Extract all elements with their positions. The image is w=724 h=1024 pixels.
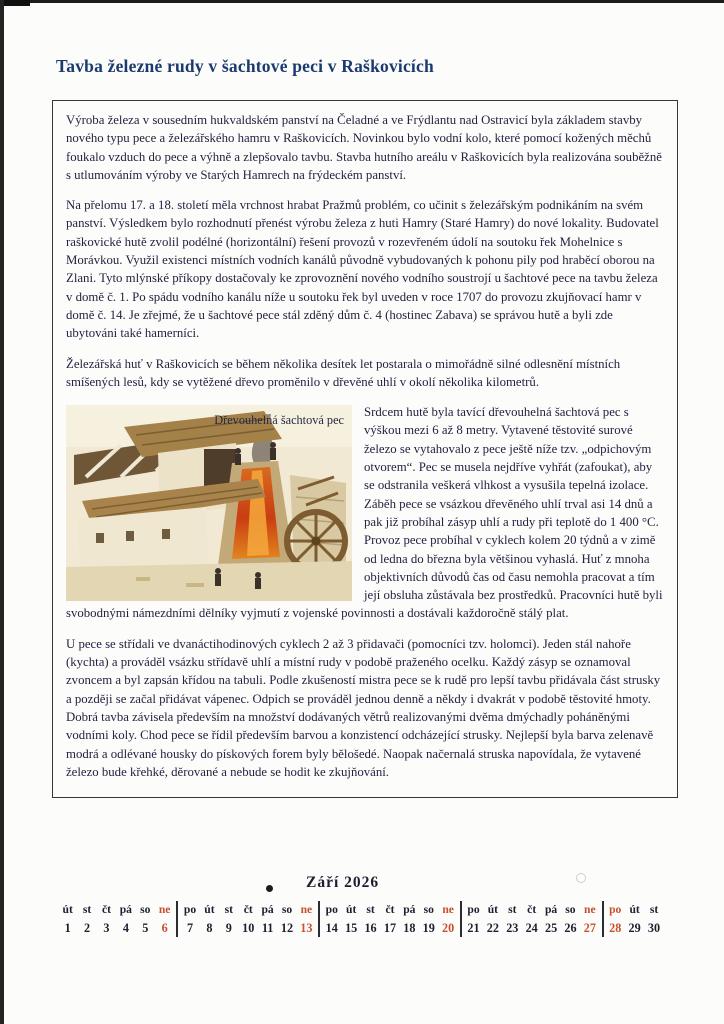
calendar-day xyxy=(136,901,155,937)
weekday-label: ne xyxy=(584,903,596,916)
paragraph-forests: Železářská huť v Raškovicích se během několika desítek let postarala o mimořádně silné odlesnění místních smíšených lesů, kdy se vytěžené dřevo proměnilo v dřevěné uhlí v okolí několika kilometrů. xyxy=(66,356,621,389)
paragraph-process: U pece se střídali ve dvanáctihodinových cyklech 2 až 3 přidavači (pomocníci tzv. holomci). Jeden stál nahoře (kychta) a prováděl vsázku střídavě uhlí a místní rudy v podobě praženého ocelku. Každý zásyp se oznamoval zvoncem a byl zapsán křídou na tabuli. Podle zkušeností mistra pece se k rudě pro lepší tavbu přidávala část strusky a později se začal přidávat vápenec. Odpich se prováděl jednou denně a někdy i dvakrát v podobě těstovité hmoty. Dobrá tavba závisela především na množství dodávaných větrů realizovanými dvěma dmýchadly poháněnými vodními koly. Chod pece se řídil především barvou a konzistencí odcházející strusky. Nejlepší byla barva zelenavě modrá a odlévané housky do pískových forem byly bělošedé. Naopak načernalá struska napovídala, že vytavené železo bude křehké, děrované a nebude se hodit ke zkujňování. xyxy=(66,636,661,779)
paragraph-intro: Výroba železa v sousedním hukvaldském panství na Čeladné a ve Frýdlantu nad Ostravicí byla základem stavby nového typu pece a železářského hamru v Raškovicích. Novinkou bylo vodní kolo, které pomocí kožených měchů foukalo vzduch do pece a výhně a zlepšovalo tavbu. Stavba hutního areálu v Raškovicích byla realizována souběžně s utlumováním výroby ve Starých Hamrech na frýdeckém panství. xyxy=(66,113,662,182)
weekday-label: st xyxy=(508,903,517,916)
calendar-day xyxy=(606,901,625,937)
week-divider xyxy=(318,901,320,937)
weekday-label: po xyxy=(609,903,622,916)
date-number: 19 xyxy=(422,921,435,935)
weekday-label: út xyxy=(62,903,73,916)
calendar-day xyxy=(155,901,174,937)
date-number: 7 xyxy=(186,921,194,935)
date-number: 11 xyxy=(261,921,274,935)
date-number: 23 xyxy=(506,921,519,935)
weekday-label: so xyxy=(423,903,434,916)
calendar-day xyxy=(58,901,77,937)
calendar-day xyxy=(341,901,360,937)
calendar-day xyxy=(419,901,438,937)
weekday-label: út xyxy=(204,903,215,916)
weekday-label: so xyxy=(281,903,293,916)
week-divider xyxy=(176,901,178,937)
full-moon-icon xyxy=(576,873,586,883)
weekday-label: ne xyxy=(158,903,171,916)
date-number: 22 xyxy=(486,921,499,935)
page-title: Tavba železné rudy v šachtové peci v Raškovicích xyxy=(56,56,434,76)
calendar-day xyxy=(580,901,599,937)
calendar-day xyxy=(464,901,483,937)
calendar-day xyxy=(400,901,419,937)
date-number: 12 xyxy=(280,921,294,935)
calendar-day xyxy=(116,901,135,937)
calendar-day xyxy=(219,901,238,937)
date-number: 21 xyxy=(467,921,480,935)
date-number: 5 xyxy=(142,921,149,935)
week-divider xyxy=(460,901,462,937)
calendar-day xyxy=(180,901,199,937)
calendar-day xyxy=(77,901,96,937)
calendar-day xyxy=(200,901,219,937)
weekday-label: út xyxy=(346,903,357,916)
date-number: 17 xyxy=(383,921,397,935)
weekday-label: pá xyxy=(403,903,416,916)
weekday-label: st xyxy=(82,903,92,916)
scan-edge-top xyxy=(0,0,724,3)
calendar-day xyxy=(97,901,116,937)
furnace-illustration xyxy=(66,405,352,601)
date-number: 30 xyxy=(647,921,661,935)
date-number: 8 xyxy=(206,921,213,935)
calendar-month-title: Září 2026 xyxy=(306,874,380,891)
date-number: 28 xyxy=(609,921,622,935)
weekday-label: ne xyxy=(300,903,313,916)
weekday-label: pá xyxy=(261,903,274,916)
weekday-label: st xyxy=(224,903,233,916)
calendar-day xyxy=(561,901,580,937)
weekday-label: čt xyxy=(385,903,395,916)
week-divider xyxy=(602,901,604,937)
date-number: 18 xyxy=(403,921,416,935)
weekday-label: po xyxy=(183,903,197,916)
calendar-day xyxy=(380,901,399,937)
calendar-day xyxy=(483,901,502,937)
date-number: 6 xyxy=(161,921,168,935)
weekday-label: út xyxy=(629,903,640,916)
weekday-label: pá xyxy=(119,903,132,916)
paragraph-history: Na přelomu 17. a 18. století měla vrchnost hrabat Pražmů problém, co učinit s železářským podnikáním na svém panství. Výsledkem bylo rozhodnutí přenést výrobu železa z huti Hamry (Staré Hamry) do nové lokality. Budovatel raškovické hutě zvolil podélné (horizontální) řešení provozů v rozevřeném údolí na soutoku řek Mohelnice s Morávkou. Využil existenci místních vodních kanálů původně vybudovaných k pohonu pily pod hraběcí oborou na Zlani. Tyto mlýnské příkopy dostačovaly ke zprovoznění nového vodního soustrojí u šachtové pece na tavbu železa v domě č. 1. Po spádu vodního kanálu níže u soutoku řek byl uveden v roce 1707 do provozu zkujňovací hamr v domě č. 14. Je zřejmé, že u šachtové pece stál zděný dům č. 4 (hostinec Zabava) se správou hutě a byli zde ubytováni také hamerníci. xyxy=(66,198,659,341)
date-number: 2 xyxy=(84,921,91,935)
weekday-label: so xyxy=(565,903,576,916)
weekday-label: čt xyxy=(243,903,253,916)
date-number: 9 xyxy=(225,921,232,935)
paragraph-furnace: Srdcem hutě byla tavící dřevouhelná šachtová pec s výškou mezi 6 až 8 metry. Vytavené těstovité surové železo se vytahovalo z pece ještě níže tzv. „odpichovým otvorem“. Pec se musela nejdříve vyhřát (zafoukat), aby se odstranila veškerá vlhkost a vysušila tepelná izolace. Záběh pece se vsázkou dřevěného uhlí trval asi 14 dnů a pak již probíhal zásyp uhlí a rudy při teplotě do 1 400 °C. Provoz pece probíhal v cyklech kolem 20 týdnů a v zimě od ledna do března byla většinou vyhaslá. Huť z mnoha objektivních důvodů čas od času nemohla pracovat a tím její obsluha zůstávala bez prostředků. Pracovníci hutě byli svobodnými námezdními dělníky vyjmutí z vojenské povinnosti a dostávali každoročně stálý plat. xyxy=(66,405,663,621)
calendar-day xyxy=(625,901,644,937)
weekday-label: čt xyxy=(527,903,537,916)
weekday-label: ne xyxy=(442,903,454,916)
new-moon-icon xyxy=(266,885,273,892)
date-number: 29 xyxy=(628,921,641,935)
scan-edge-left xyxy=(0,0,4,1024)
date-number: 14 xyxy=(325,921,338,935)
calendar-day xyxy=(503,901,522,937)
weekday-label: st xyxy=(366,903,375,916)
weekday-label: po xyxy=(467,903,480,916)
calendar-day xyxy=(239,901,258,937)
date-number: 3 xyxy=(103,921,110,935)
paragraph-furnace-block xyxy=(66,403,664,623)
date-number: 1 xyxy=(64,921,71,935)
weekday-label: so xyxy=(140,903,151,916)
calendar-day xyxy=(322,901,341,937)
date-number: 10 xyxy=(242,921,255,935)
calendar-day xyxy=(438,901,457,937)
date-number: 27 xyxy=(583,921,596,935)
calendar-day xyxy=(361,901,380,937)
date-number: 20 xyxy=(442,921,455,935)
weekday-label: st xyxy=(649,903,659,916)
weekday-label: pá xyxy=(544,903,558,916)
date-number: 16 xyxy=(364,921,377,935)
furnace-photo xyxy=(66,405,352,601)
calendar-grid xyxy=(58,901,670,937)
calendar-day xyxy=(522,901,541,937)
calendar-day xyxy=(644,901,663,937)
date-number: 26 xyxy=(564,921,577,935)
date-number: 13 xyxy=(300,921,313,935)
weekday-label: čt xyxy=(101,903,111,916)
weekday-label: út xyxy=(487,903,499,916)
date-number: 25 xyxy=(544,921,558,935)
date-number: 24 xyxy=(525,921,538,935)
date-number: 15 xyxy=(345,921,358,935)
scan-edge-top-corner xyxy=(0,0,30,6)
calendar-day xyxy=(277,901,296,937)
article-box xyxy=(52,100,678,798)
weekday-label: po xyxy=(325,903,338,916)
photo-caption: Dřevouhelná šachtová pec xyxy=(214,413,344,428)
date-number: 4 xyxy=(122,921,129,935)
calendar-day xyxy=(258,901,277,937)
calendar-day xyxy=(297,901,316,937)
calendar-day xyxy=(541,901,560,937)
